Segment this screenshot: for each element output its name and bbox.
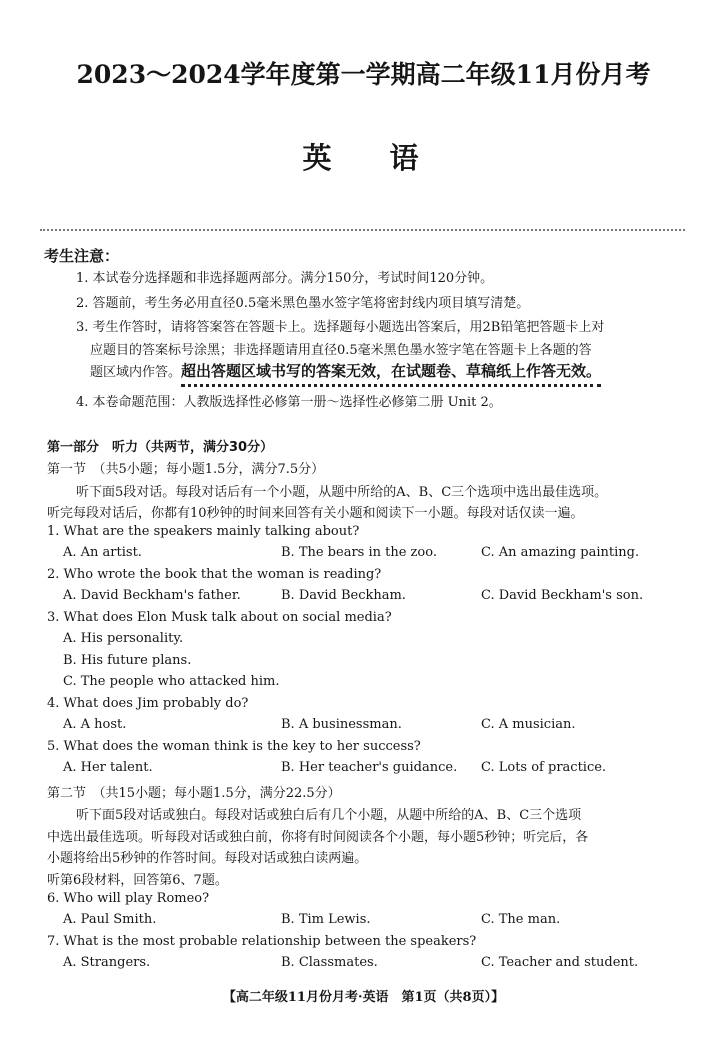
- section2-instruction-line-2: 中选出最佳选项。听每段对话或独白前，你将有时间阅读各个小题，每小题5秒钟；听完后，各: [47, 830, 589, 845]
- question-2-option-b: B. David Beckham.: [281, 588, 406, 603]
- notice-item-3-line-1: 3. 考生作答时，请将答案答在答题卡上。选择题每小题选出答案后，用2B铅笔把答题卡上对: [76, 320, 605, 335]
- section2-instruction-line-3: 小题将给出5秒钟的作答时间。每段对话或独白读两遍。: [47, 851, 368, 866]
- question-1-stem: 1. What are the speakers mainly talking about?: [47, 524, 360, 539]
- part1-heading: 第一部分 听力（共两节，满分30分）: [47, 440, 274, 455]
- question-6-option-a: A. Paul Smith.: [63, 912, 157, 927]
- section2-heading: 第二节 （共15小题；每小题1.5分，满分22.5分）: [47, 786, 341, 801]
- notice-heading: 考生注意：: [44, 247, 120, 265]
- question-4-stem: 4. What does Jim probably do?: [47, 696, 249, 711]
- section1-instruction-line-2: 听完每段对话后，你都有10秒钟的时间来回答有关小题和阅读下一小题。每段对话仅读一遍。: [47, 506, 584, 521]
- notice-item-4: 4. 本卷命题范围：人教版选择性必修第一册～选择性必修第二册 Unit 2。: [76, 395, 502, 410]
- section1-heading: 第一节 （共5小题；每小题1.5分，满分7.5分）: [47, 462, 325, 477]
- notice-item-2: 2. 答题前，考生务必用直径0.5毫米黑色墨水签字笔将密封线内项目填写清楚。: [76, 296, 530, 311]
- section1-instruction-line-1: 听下面5段对话。每段对话后有一个小题，从题中所给的A、B、C三个选项中选出最佳选项。: [76, 485, 608, 500]
- question-3-option-c: C. The people who attacked him.: [63, 674, 280, 689]
- divider: [40, 229, 685, 231]
- question-4-option-b: B. A businessman.: [281, 717, 402, 732]
- section2-material: 听第6段材料，回答第6、7题。: [47, 873, 228, 888]
- notice-item-3-line-2: 应题目的答案标号涂黑；非选择题请用直径0.5毫米黑色墨水签字笔在答题卡上各题的答: [90, 343, 592, 358]
- question-2-stem: 2. Who wrote the book that the woman is reading?: [47, 567, 382, 582]
- question-6-stem: 6. Who will play Romeo?: [47, 891, 210, 906]
- question-1-option-c: C. An amazing painting.: [481, 545, 640, 560]
- question-7-option-a: A. Strangers.: [63, 955, 151, 970]
- question-1-option-b: B. The bears in the zoo.: [281, 545, 437, 560]
- question-5-stem: 5. What does the woman think is the key to her success?: [47, 739, 421, 754]
- question-3-stem: 3. What does Elon Musk talk about on social media?: [47, 610, 392, 625]
- question-3-option-b: B. His future plans.: [63, 653, 192, 668]
- question-5-option-a: A. Her talent.: [63, 760, 153, 775]
- exam-title: 2023～2024学年度第一学期高二年级11月份月考: [76, 60, 651, 89]
- page-footer: 【高二年级11月份月考·英语 第1页（共8页）】: [222, 990, 505, 1005]
- question-5-option-b: B. Her teacher's guidance.: [281, 760, 458, 775]
- question-6-option-b: B. Tim Lewis.: [281, 912, 371, 927]
- question-4-option-a: A. A host.: [63, 717, 127, 732]
- question-6-option-c: C. The man.: [481, 912, 561, 927]
- question-4-option-c: C. A musician.: [481, 717, 576, 732]
- subject-title: 英 语: [302, 141, 425, 175]
- notice-item-3-line-3: [90, 360, 601, 381]
- question-7-option-c: C. Teacher and student.: [481, 955, 639, 970]
- question-3-option-a: A. His personality.: [63, 631, 184, 646]
- notice-item-1: 1. 本试卷分选择题和非选择题两部分。满分150分，考试时间120分钟。: [76, 271, 494, 286]
- notice-item-3-prefix: 题区域内作答。: [90, 365, 182, 380]
- question-5-option-c: C. Lots of practice.: [481, 760, 607, 775]
- notice-emphasis: 超出答题区域书写的答案无效，在试题卷、草稿纸上作答无效。: [181, 362, 601, 387]
- question-7-option-b: B. Classmates.: [281, 955, 378, 970]
- section2-instruction-line-1: 听下面5段对话或独白。每段对话或独白后有几个小题，从题中所给的A、B、C三个选项: [76, 808, 582, 823]
- question-2-option-a: A. David Beckham's father.: [63, 588, 241, 603]
- question-2-option-c: C. David Beckham's son.: [481, 588, 644, 603]
- question-1-option-a: A. An artist.: [63, 545, 142, 560]
- question-7-stem: 7. What is the most probable relationship between the speakers?: [47, 934, 477, 949]
